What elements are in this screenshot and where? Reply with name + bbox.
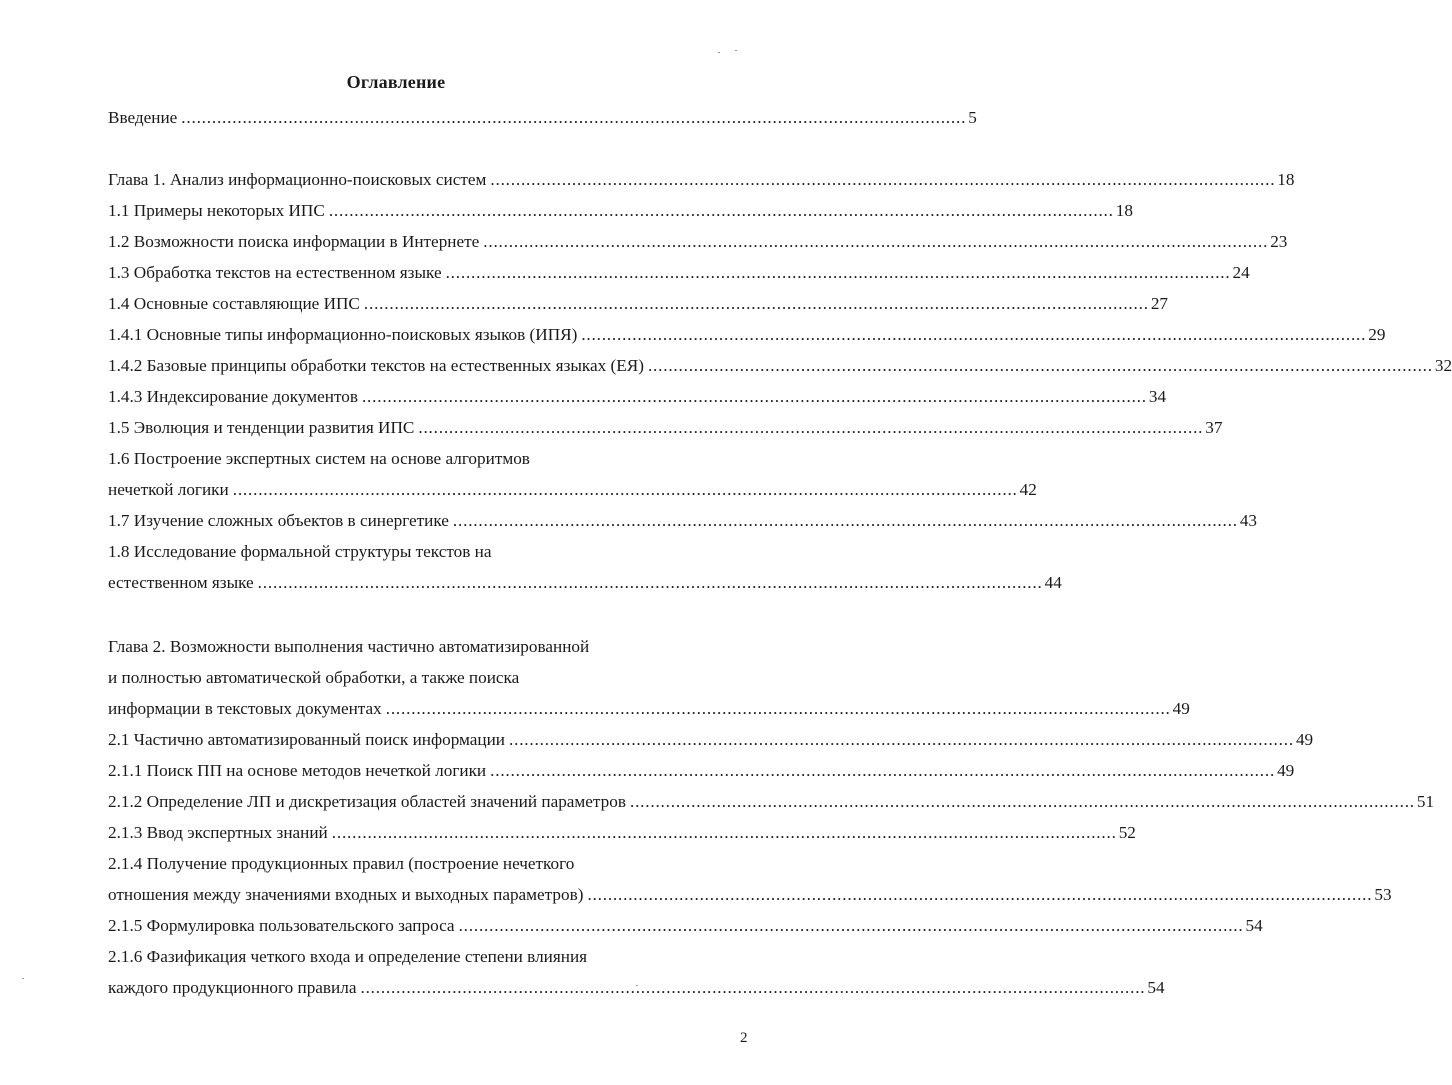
- dot-leader: [587, 881, 1372, 909]
- toc-entry: [108, 664, 740, 692]
- scan-speck: [636, 985, 638, 986]
- toc-entry: [108, 197, 1133, 225]
- toc-entry-title: 2.1.2 Определение ЛП и дискретизация областей значений параметров: [108, 792, 626, 811]
- toc-entry: [108, 259, 1250, 287]
- toc-entry-page: 23: [1270, 232, 1288, 251]
- toc-entry-title: Глава 1. Анализ информационно-поисковых систем: [108, 170, 487, 189]
- dot-leader: [648, 352, 1433, 380]
- dot-leader: [453, 507, 1238, 535]
- dot-leader: [483, 228, 1268, 256]
- toc-entry: [108, 507, 1258, 535]
- toc-entry: [108, 726, 1314, 754]
- toc-entry-page: 54: [1245, 916, 1263, 935]
- toc-entry-title: 1.4.1 Основные типы информационно-поисковых языков (ИПЯ): [108, 325, 578, 344]
- toc-entry-page: 49: [1172, 699, 1190, 718]
- dot-leader: [630, 788, 1415, 816]
- toc-entry-page: 34: [1148, 387, 1167, 406]
- toc-entry-page: 44: [1044, 573, 1062, 592]
- toc-entry: [108, 943, 740, 971]
- toc-entry-title: 2.1.4 Получение продукционных правил (построение нечеткого: [108, 854, 575, 873]
- toc-entry-title: Глава 2. Возможности выполнения частично автоматизированной: [108, 637, 590, 656]
- toc-entry-page: 5: [968, 108, 977, 127]
- dot-leader: [490, 166, 1275, 194]
- toc-entry-page: 52: [1118, 823, 1136, 842]
- toc-entry-title: 1.4.3 Индексирование документов: [108, 387, 358, 406]
- toc-entry-page: 18: [1277, 170, 1295, 189]
- toc-entry-title: информации в текстовых документах: [108, 699, 382, 718]
- toc-entry: [108, 881, 1392, 909]
- toc-entry-page: 53: [1374, 885, 1392, 904]
- scan-speck: [718, 52, 720, 53]
- scan-speck: [735, 50, 737, 51]
- dot-leader: [181, 104, 966, 132]
- toc-entry-title: 1.2 Возможности поиска информации в Интернете: [108, 232, 480, 251]
- toc-entry: [108, 819, 1136, 847]
- toc-entry-page: 24: [1232, 263, 1250, 282]
- toc-entry: [108, 414, 1223, 442]
- dot-leader: [581, 321, 1366, 349]
- dot-leader: [446, 259, 1231, 287]
- toc-entry-title: 1.4.2 Базовые принципы обработки текстов на естественных языках (ЕЯ): [108, 356, 644, 375]
- toc-entry: [108, 228, 1288, 256]
- toc-entry-page: 49: [1277, 761, 1295, 780]
- dot-leader: [509, 726, 1294, 754]
- dot-leader: [459, 912, 1244, 940]
- toc-entry: [108, 850, 740, 878]
- toc-entry-page: 27: [1150, 294, 1168, 313]
- toc-entry-page: 29: [1368, 325, 1386, 344]
- toc-entry-page: 54: [1147, 978, 1165, 997]
- toc-entry-page: 37: [1205, 418, 1223, 437]
- toc-entry-title: 2.1.6 Фазификация четкого входа и определение степени влияния: [108, 947, 588, 966]
- toc-entry: [108, 633, 740, 661]
- toc-entry: [108, 290, 1168, 318]
- toc-entry-page: 49: [1295, 730, 1314, 749]
- toc-entry-title: 1.1 Примеры некоторых ИПС: [108, 201, 325, 220]
- toc-entry-title: естественном языке: [108, 573, 254, 592]
- toc-entry-title: 2.1.3 Ввод экспертных знаний: [108, 823, 328, 842]
- toc-entry: [108, 352, 1452, 380]
- scan-speck: [22, 978, 24, 979]
- toc-entry: [108, 445, 740, 473]
- toc-entry-page: 42: [1019, 480, 1037, 499]
- toc-entry-title: 2.1 Частично автоматизированный поиск информации: [108, 730, 506, 749]
- toc-entry-title: 1.7 Изучение сложных объектов в синергетике: [108, 511, 449, 530]
- toc-entry: [108, 321, 1386, 349]
- toc-entry-title: 2.1.1 Поиск ПП на основе методов нечеткой логики: [108, 761, 487, 780]
- dot-leader: [490, 757, 1275, 785]
- toc-entry-title: 1.4 Основные составляющие ИПС: [108, 294, 360, 313]
- toc-entry-page: 18: [1115, 201, 1133, 220]
- dot-leader: [386, 695, 1171, 723]
- toc-entry-page: 32: [1434, 356, 1452, 375]
- toc-entry: [108, 788, 1435, 816]
- page-title: Оглавление: [346, 72, 446, 92]
- toc-entry: [108, 166, 1295, 194]
- toc-entry: [108, 476, 1037, 504]
- dot-leader: [329, 197, 1114, 225]
- toc-entry: [108, 569, 1062, 597]
- toc-entry-title: отношения между значениями входных и выходных параметров): [108, 885, 584, 904]
- toc-entry-title: 1.6 Построение экспертных систем на основе алгоритмов: [108, 449, 530, 468]
- dot-leader: [258, 569, 1043, 597]
- page-number: 2: [740, 1030, 748, 1046]
- toc-entry: [108, 538, 740, 566]
- toc-entry-page: 43: [1239, 511, 1258, 530]
- dot-leader: [233, 476, 1018, 504]
- toc-entry-title: нечеткой логики: [108, 480, 229, 499]
- toc-entry-title: каждого продукционного правила: [108, 978, 357, 997]
- toc-entry: [108, 104, 977, 132]
- toc-entry-title: 1.3 Обработка текстов на естественном языке: [108, 263, 442, 282]
- dot-leader: [418, 414, 1203, 442]
- toc-entry-title: 1.5 Эволюция и тенденции развития ИПС: [108, 418, 415, 437]
- toc-entry: [108, 757, 1295, 785]
- toc-entry: [108, 695, 1190, 723]
- dot-leader: [332, 819, 1117, 847]
- dot-leader: [360, 974, 1145, 1002]
- toc-entry: [108, 383, 1167, 411]
- dot-leader: [364, 290, 1149, 318]
- toc-entry-page: 51: [1416, 792, 1435, 811]
- toc-entry-title: 2.1.5 Формулировка пользовательского запроса: [108, 916, 455, 935]
- toc-entry-title: Введение: [108, 108, 178, 127]
- toc-entry: [108, 974, 1165, 1002]
- toc-entry: [108, 912, 1263, 940]
- dot-leader: [362, 383, 1147, 411]
- toc-entry-title: 1.8 Исследование формальной структуры текстов на: [108, 542, 492, 561]
- toc-entry-title: и полностью автоматической обработки, а также поиска: [108, 668, 520, 687]
